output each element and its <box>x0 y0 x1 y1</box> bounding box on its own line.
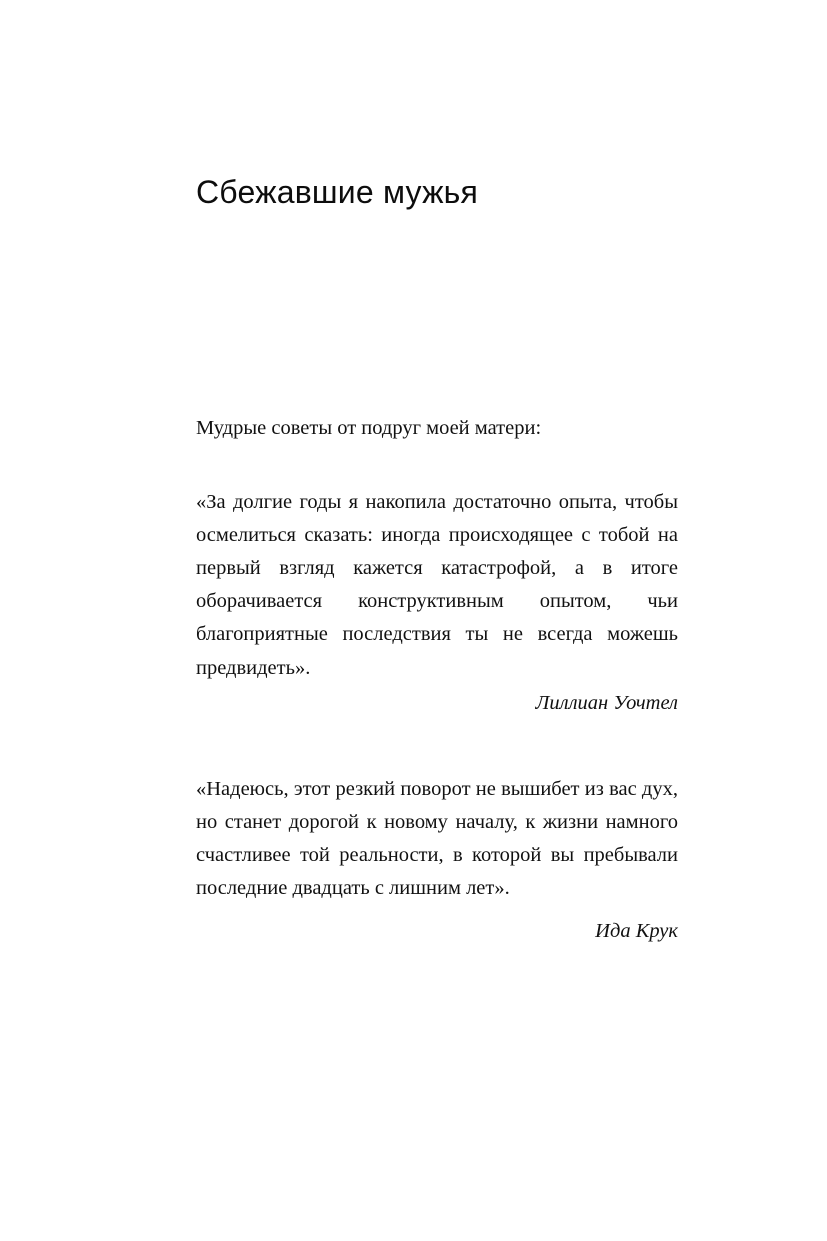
quote-attribution-1: Лиллиан Уочтел <box>535 692 678 714</box>
page-title: Сбежавшие мужья <box>196 174 479 211</box>
quote-text-2: «Надеюсь, этот резкий поворот не вышибет из вас дух, но станет дорогой к новому началу, к жизни намного счастливее той реальности, в которой вы пребывали последние двадцать с лишним лет». <box>196 777 678 900</box>
quote-text-1: «За долгие годы я накопила достаточно опыта, чтобы осмелиться сказать: иногда происходящее с тобой на первый взгляд кажется катастрофой, а в итоге оборачивается конструктивным опытом, чьи благоприятные последствия ты не всегда можешь предвидеть». <box>196 490 678 679</box>
intro-paragraph: Мудрые советы от подруг моей матери: <box>196 416 542 439</box>
quote-attribution-2: Ида Крук <box>595 920 678 942</box>
page-content <box>196 0 678 1241</box>
